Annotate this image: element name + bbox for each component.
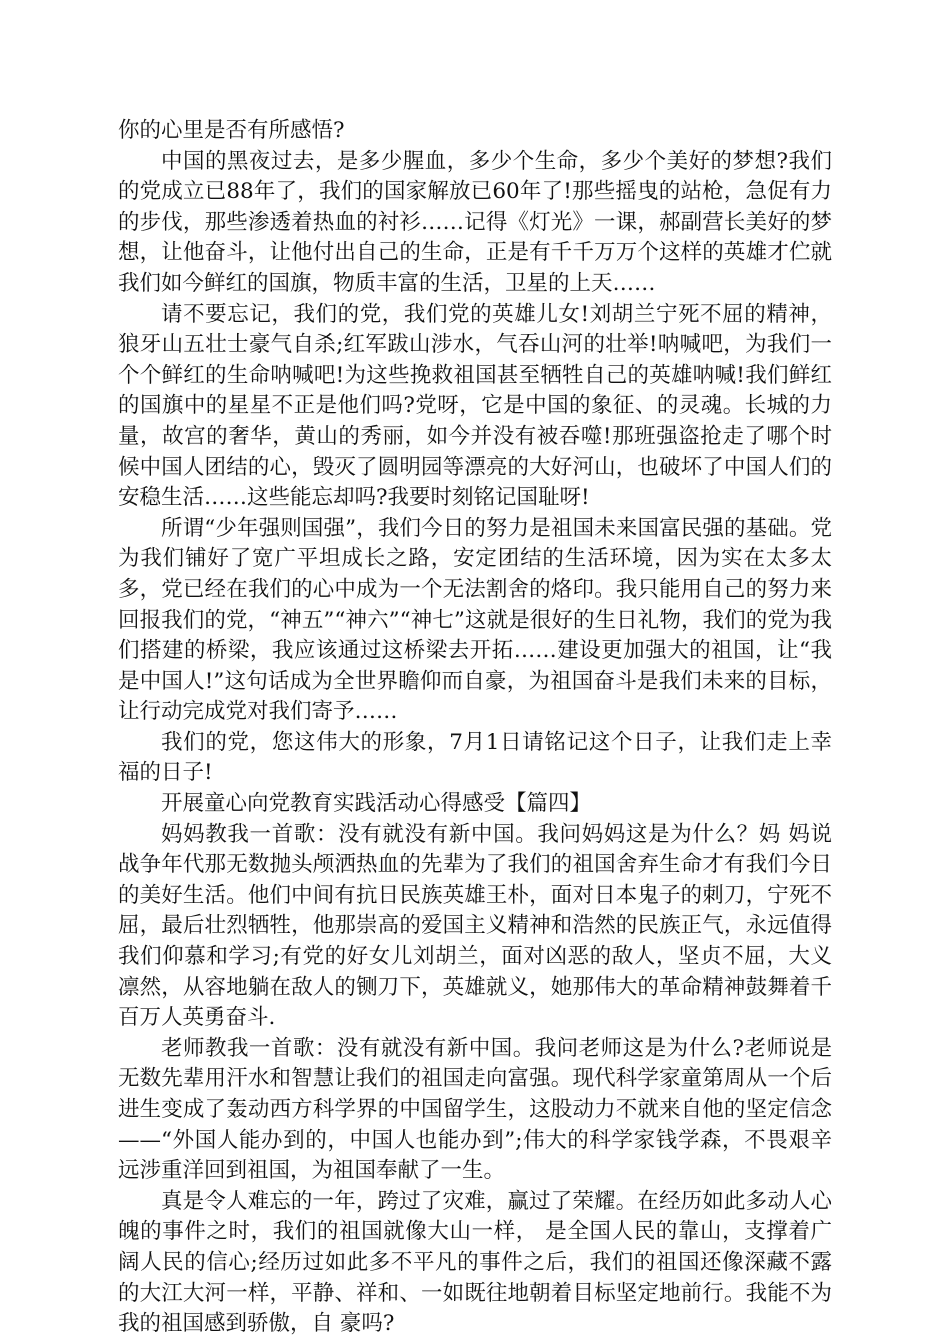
paragraph-teacher-song: 老师教我一首歌：没有就没有新中国。我问老师这是为什么?老师说是无数先辈用汗水和智慧让我们的祖国走向富强。现代科学家童第周从一个后进生变成了轰动西方科学界的中国留学生，这股动力不就来自他的坚定信念——“外国人能办到的，中国人也能办到”;伟大的科学家钱学森，不畏艰辛远涉重洋回到祖国，为祖国奉献了一生。	[118, 1035, 832, 1184]
paragraph-july-first: 我们的党，您这伟大的形象，7月1日请铭记这个日子，让我们走上幸福的日子!	[118, 729, 832, 786]
paragraph-mother-song: 妈妈教我一首歌：没有就没有新中国。我问妈妈这是为什么？妈 妈说战争年代那无数抛头颅洒热血的先辈为了我们的祖国舍弃生命才有我们今日的美好生活。他们中间有抗日民族英雄王朴，面对日本鬼子的刺刀，宁死不屈，最后壮烈牺牲，他那崇高的爱国主义精神和浩然的民族正气，永远值得我们仰慕和学习;有党的好女儿刘胡兰，面对凶恶的敌人，坚贞不屈，大义凛然，从容地躺在敌人的铡刀下，英雄就义，她那伟大的革命精神鼓舞着千百万人英勇奋斗.	[118, 821, 832, 1031]
paragraph-dark-night: 中国的黑夜过去，是多少腥血，多少个生命，多少个美好的梦想?我们的党成立已88年了，我们的国家解放已60年了!那些摇曳的站枪，急促有力的步伐，那些渗透着热血的衬衫……记得《灯光》一课，郝副营长美好的梦想，让他奋斗，让他付出自己的生命，正是有千千万万个这样的英雄才伫就我们如今鲜红的国旗，物质丰富的生活，卫星的上天……	[118, 148, 832, 296]
paragraph-youth-strong: 所谓“少年强则国强”，我们今日的努力是祖国未来国富民强的基础。党为我们铺好了宽广平坦成长之路，安定团结的生活环境，因为实在太多太多，党已经在我们的心中成为一个无法割舍的烙印。我只能用自己的努力来回报我们的党，“神五”“神六”“神七”这就是很好的生日礼物，我们的党为我们搭建的桥梁，我应该通过这桥梁去开拓……建设更加强大的祖国，让“我是中国人!”这句话成为全世界瞻仰而自豪，为祖国奋斗是我们未来的目标，让行动完成党对我们寄予……	[118, 515, 832, 725]
paragraph-memorable-year: 真是令人难忘的一年，跨过了灾难，赢过了荣耀。在经历如此多动人心魄的事件之时，我们的祖国就像大山一样， 是全国人民的靠山，支撑着广阔人民的信心;经历过如此多不平凡的事件之后，我们的祖国还像深藏不露的大江大河一样，平静、祥和、一如既往地朝着目标坚定地前行。我能不为我的祖国感到骄傲，自 豪吗?	[118, 1188, 832, 1337]
paragraph-intro: 你的心里是否有所感悟?	[118, 118, 345, 143]
section-heading: 开展童心向党教育实践活动心得感受【篇四】	[161, 791, 592, 817]
document-body	[118, 116, 832, 1340]
paragraph-do-not-forget: 请不要忘记，我们的党，我们党的英雄儿女!刘胡兰宁死不屈的精神，狼牙山五壮士豪气自杀;红军跋山涉水，气吞山河的壮举!呐喊吧，为我们一个个鲜红的生命呐喊吧!为这些挽救祖国甚至牺牲自己的英雄呐喊!我们鲜红的国旗中的星星不正是他们吗?党呀，它是中国的象征、的灵魂。长城的力量，故宫的奢华，黄山的秀丽，如今并没有被吞噬!那班强盗抢走了哪个时候中国人团结的心，毁灭了圆明园等漂亮的大好河山，也破坏了中国人们的安稳生活……这些能忘却吗?我要时刻铭记国耻呀!	[118, 301, 832, 511]
